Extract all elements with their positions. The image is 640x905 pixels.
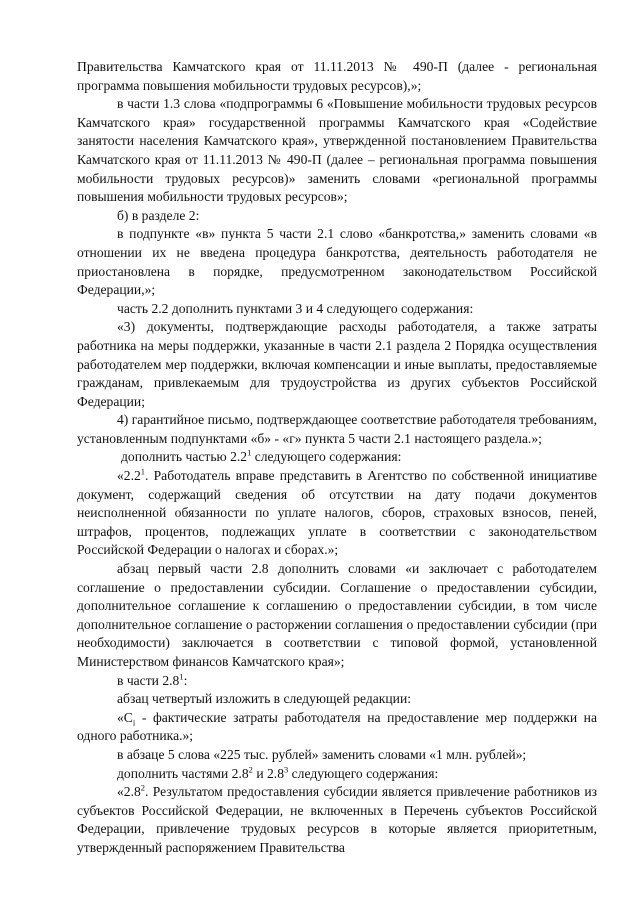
paragraph: часть 2.2 дополнить пунктами 3 и 4 следующего содержания: xyxy=(117,300,474,316)
text-segment: дополнить частями 2.8 xyxy=(117,765,249,781)
text-segment: . Работодатель вправе представить в Агентство по собственной инициативе документ, содержащий сведения об отсутствии на дату подачи документов неисполненной обязанности по уплате налогов, сборов, страховых взносов, пеней, штрафов, процентов, подлежащих уплате в соответствии с законодательством Российской Федерации о налогах и сборах.»; xyxy=(77,468,597,558)
paragraph xyxy=(77,783,597,857)
superscript: 2 xyxy=(248,764,253,775)
text-segment: следующего содержания: xyxy=(251,449,402,465)
paragraph xyxy=(77,709,597,746)
subscript: i xyxy=(132,717,136,728)
paragraph: абзац первый части 2.8 дополнить словами «и заключает с работодателем соглашение о предоставлении субсидии. Соглашение о предоставлении субсидии, дополнительное соглашение к соглашению о предоставлении субсидии, в том числе дополнительное соглашение о расторжении соглашения о предоставлении субсидии (при необходимости) заключается в соответствии с типовой формой, установленной Министерством финансов Камчатского края»; xyxy=(77,561,597,669)
document-page xyxy=(77,58,597,858)
paragraph xyxy=(77,765,597,784)
paragraph: в части 1.3 слова «подпрограммы 6 «Повышение мобильности трудовых ресурсов Камчатского края» государственной программы Камчатского края «Содействие занятости населения Камчатского края», утвержденной постановлением Правительства Камчатского края от 11.11.2013 № 490-П (далее – региональная программа повышения мобильности трудовых ресурсов)» заменить словами «региональной программы повышения мобильности трудовых ресурсов»; xyxy=(77,96,597,205)
paragraph: абзац четвертый изложить в следующей редакции: xyxy=(117,691,412,707)
superscript: 2 xyxy=(140,782,146,793)
text-segment: в части 2.8 xyxy=(117,672,180,688)
paragraph: в подпункте «в» пункта 5 части 2.1 слово «банкротства,» заменить словами «в отношении их не введена процедура банкротства, деятельность работодателя не приостановлена в порядке, предусмотренном законодательством Российской Федерации,»; xyxy=(77,226,597,298)
text-segment: и 2.8 xyxy=(252,765,284,781)
text-segment: «2.2 xyxy=(117,468,141,484)
paragraph: в абзаце 5 слова «225 тыс. рублей» заменить словами «1 млн. рублей»; xyxy=(117,746,527,762)
paragraph xyxy=(77,467,597,560)
paragraph xyxy=(77,448,597,467)
paragraph: б) в разделе 2: xyxy=(117,207,200,223)
text-segment: дополнить частью 2.2 xyxy=(121,449,248,465)
superscript: 3 xyxy=(284,764,289,775)
text-segment: - фактические затраты работодателя на предоставление мер поддержки на одного работника.»; xyxy=(77,709,597,744)
text-segment: «2.8 xyxy=(117,784,141,800)
paragraph: 4) гарантийное письмо, подтверждающее соответствие работодателя требованиям, установленным подпунктами «б» - «г» пункта 5 части 2.1 настоящего раздела.»; xyxy=(77,412,597,446)
paragraph: «3) документы, подтверждающие расходы работодателя, а также затраты работника на меры поддержки, указанные в части 2.1 раздела 2 Порядка осуществления работодателем мер поддержки, включая компенсации и иные выплаты, предоставляемые гражданам, привлекаемым для трудоустройства из других субъектов Российской Федерации; xyxy=(77,319,597,409)
text-segment: : xyxy=(183,672,188,688)
text-segment: следующего содержания: xyxy=(288,765,439,781)
superscript: 1 xyxy=(140,466,146,477)
superscript: 1 xyxy=(247,447,252,458)
text-segment: «С xyxy=(117,709,133,725)
superscript: 1 xyxy=(179,671,184,682)
paragraph: Правительства Камчатского края от 11.11.2013 № 490-П (далее - региональная программа повышения мобильности трудовых ресурсов),»; xyxy=(77,59,597,93)
text-segment: . Результатом предоставления субсидии является привлечение работников из субъектов Российской Федерации, не включенных в Перечень субъектов Российской Федерации, привлечение трудовых ресурсов в которые является приоритетным, утвержденный распоряжением Правительства xyxy=(77,784,597,855)
paragraph xyxy=(77,672,597,691)
